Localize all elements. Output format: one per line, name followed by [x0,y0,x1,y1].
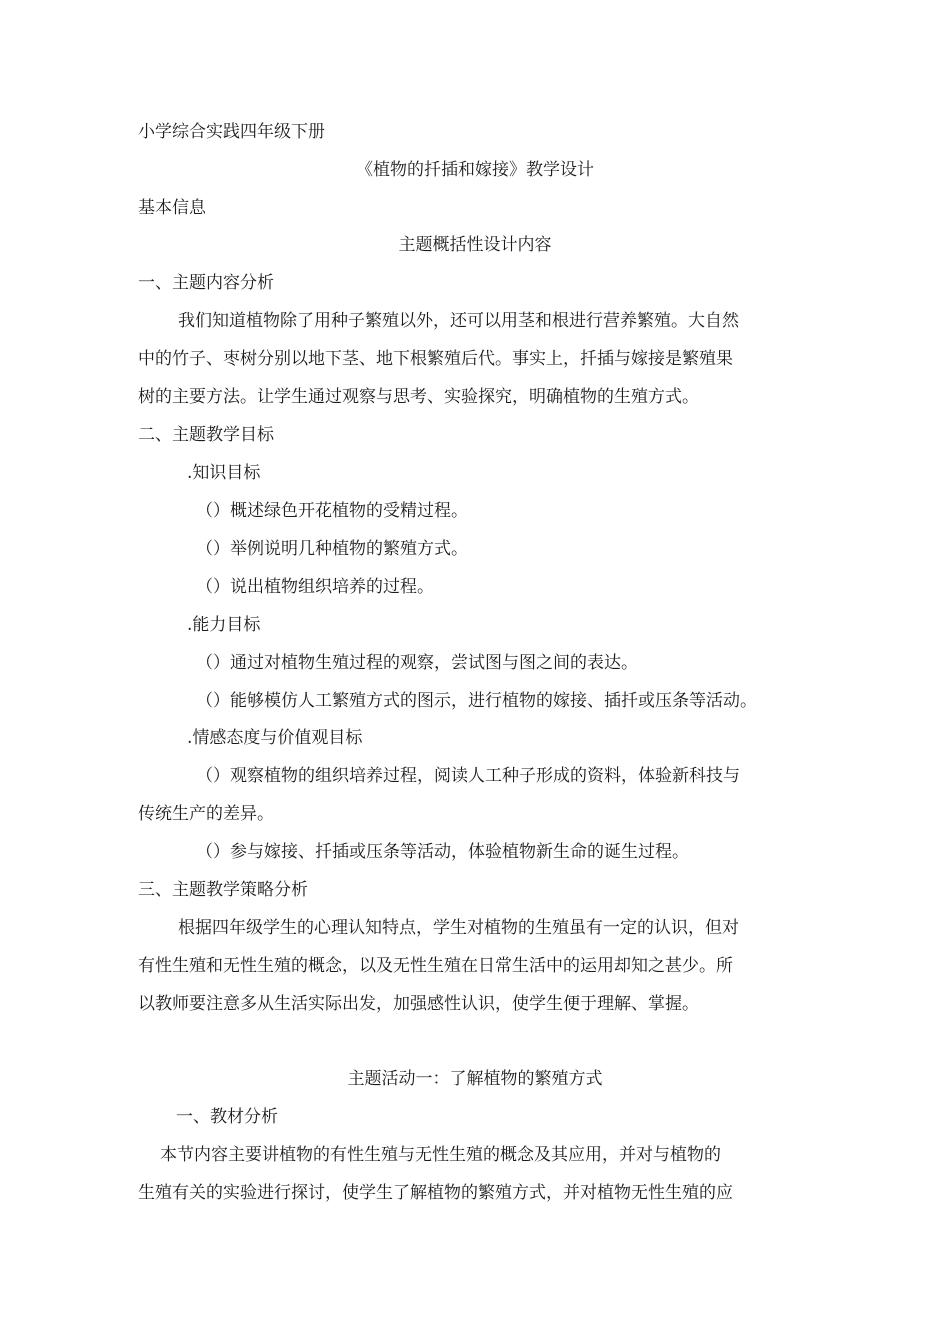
knowledge-goal-label: .知识目标 [187,463,261,483]
part1-paragraph-line: 中的竹子、枣树分别以地下茎、地下根繁殖后代。事实上，扦插与嫁接是繁殖果 [138,349,733,369]
activity1-title: 主题活动一：了解植物的繁殖方式 [347,1069,603,1089]
knowledge-goal-item: （）举例说明几种植物的繁殖方式。 [196,539,468,559]
basic-info-heading: 基本信息 [138,198,206,218]
course-header: 小学综合实践四年级下册 [138,122,325,142]
knowledge-goal-item: （）概述绿色开花植物的受精过程。 [196,501,468,521]
emotion-goal-item: （）参与嫁接、扦插或压条等活动，体验植物新生命的诞生过程。 [196,842,689,862]
emotion-goal-label: .情感态度与价值观目标 [187,728,363,748]
emotion-goal-item-continuation: 传统生产的差异。 [138,804,274,824]
part2-heading: 二、主题教学目标 [138,425,274,445]
part1-paragraph-line: 我们知道植物除了用种子繁殖以外，还可以用茎和根进行营养繁殖。大自然 [178,311,739,331]
activity1-heading: 一、教材分析 [176,1107,278,1127]
knowledge-goal-item: （）说出植物组织培养的过程。 [196,577,434,597]
section-title: 主题概括性设计内容 [398,235,552,255]
part1-heading: 一、主题内容分析 [138,273,274,293]
document-title: 《植物的扦插和嫁接》教学设计 [356,160,594,180]
part3-paragraph-line: 根据四年级学生的心理认知特点，学生对植物的生殖虽有一定的认识，但对 [178,918,739,938]
ability-goal-item: （）通过对植物生殖过程的观察，尝试图与图之间的表达。 [196,653,638,673]
ability-goal-label: .能力目标 [187,615,261,635]
emotion-goal-item: （）观察植物的组织培养过程，阅读人工种子形成的资料，体验新科技与 [196,766,740,786]
part1-paragraph-line: 树的主要方法。让学生通过观察与思考、实验探究，明确植物的生殖方式。 [138,387,699,407]
ability-goal-item: （）能够模仿人工繁殖方式的图示，进行植物的嫁接、插扦或压条等活动。 [196,691,757,711]
part3-heading: 三、主题教学策略分析 [138,880,308,900]
activity1-paragraph-line: 生殖有关的实验进行探讨，使学生了解植物的繁殖方式，并对植物无性生殖的应 [138,1183,733,1203]
part3-paragraph-line: 有性生殖和无性生殖的概念，以及无性生殖在日常生活中的运用却知之甚少。所 [138,956,733,976]
activity1-paragraph-line: 本节内容主要讲植物的有性生殖与无性生殖的概念及其应用，并对与植物的 [160,1145,721,1165]
part3-paragraph-line: 以教师要注意多从生活实际出发，加强感性认识，使学生便于理解、掌握。 [138,994,699,1014]
